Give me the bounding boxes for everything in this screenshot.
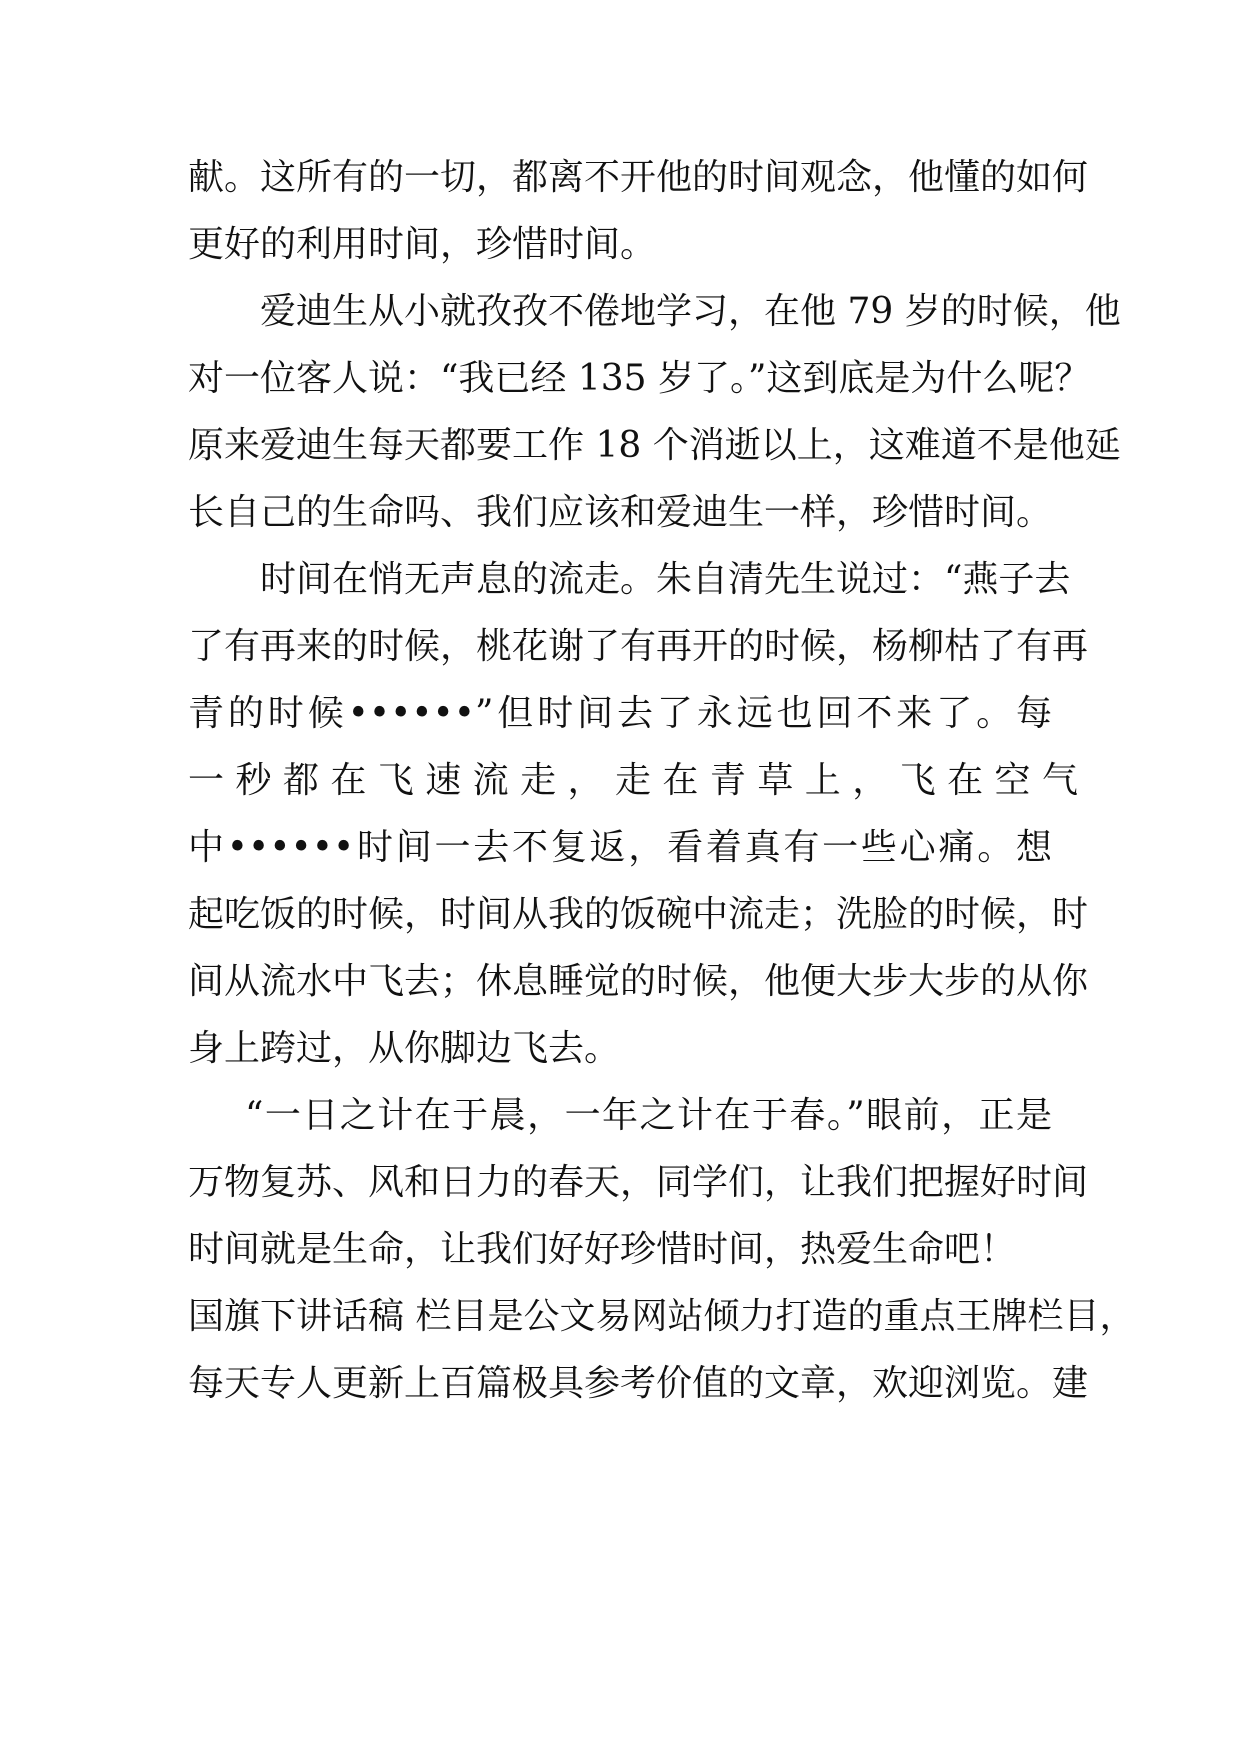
footer-promo-line: 国旗下讲话稿 栏目是公文易网站倾力打造的重点王牌栏目，	[188, 1296, 1136, 1337]
text-line: 一 秒 都 在 飞 速 流 走 ， 走 在 青 草 上 ， 飞 在 空 气	[188, 760, 1078, 801]
footer-promo-line: 每天专人更新上百篇极具参考价值的文章，欢迎浏览。建	[188, 1363, 1089, 1404]
paragraph-start-line: 时间在悄无声息的流走。朱自清先生说过：“燕子去	[260, 559, 1071, 600]
text-line: 献。这所有的一切，都离不开他的时间观念，他懂的如何	[188, 157, 1089, 198]
text-line: 对一位客人说：“我已经 135 岁了。”这到底是为什么呢？	[188, 358, 1091, 399]
paragraph-start-line: “一日之计在于晨，一年之计在于春。”眼前，正是	[245, 1095, 1052, 1136]
text-line: 万物复苏、风和日力的春天，同学们，让我们把握好时间	[188, 1162, 1089, 1203]
text-line: 了有再来的时候，桃花谢了有再开的时候，杨柳枯了有再	[188, 626, 1089, 667]
text-line: 间从流水中飞去；休息睡觉的时候，他便大步大步的从你	[188, 961, 1089, 1002]
text-line: 起吃饭的时候，时间从我的饭碗中流走；洗脸的时候，时	[188, 894, 1089, 935]
text-line: 身上跨过，从你脚边飞去。	[188, 1028, 621, 1069]
text-line: 青的时候••••••”但时间去了永远也回不来了。每	[188, 693, 1052, 734]
text-line: 时间就是生命，让我们好好珍惜时间，热爱生命吧！	[188, 1229, 1017, 1270]
paragraph-start-line: 爱迪生从小就孜孜不倦地学习，在他 79 岁的时候，他	[260, 291, 1121, 332]
text-line: 中••••••时间一去不复返，看着真有一些心痛。想	[188, 827, 1052, 868]
text-line: 原来爱迪生每天都要工作 18 个消逝以上，这难道不是他延	[188, 425, 1121, 466]
text-line: 长自己的生命吗、我们应该和爱迪生一样，珍惜时间。	[188, 492, 1053, 533]
text-line: 更好的利用时间，珍惜时间。	[188, 224, 657, 265]
